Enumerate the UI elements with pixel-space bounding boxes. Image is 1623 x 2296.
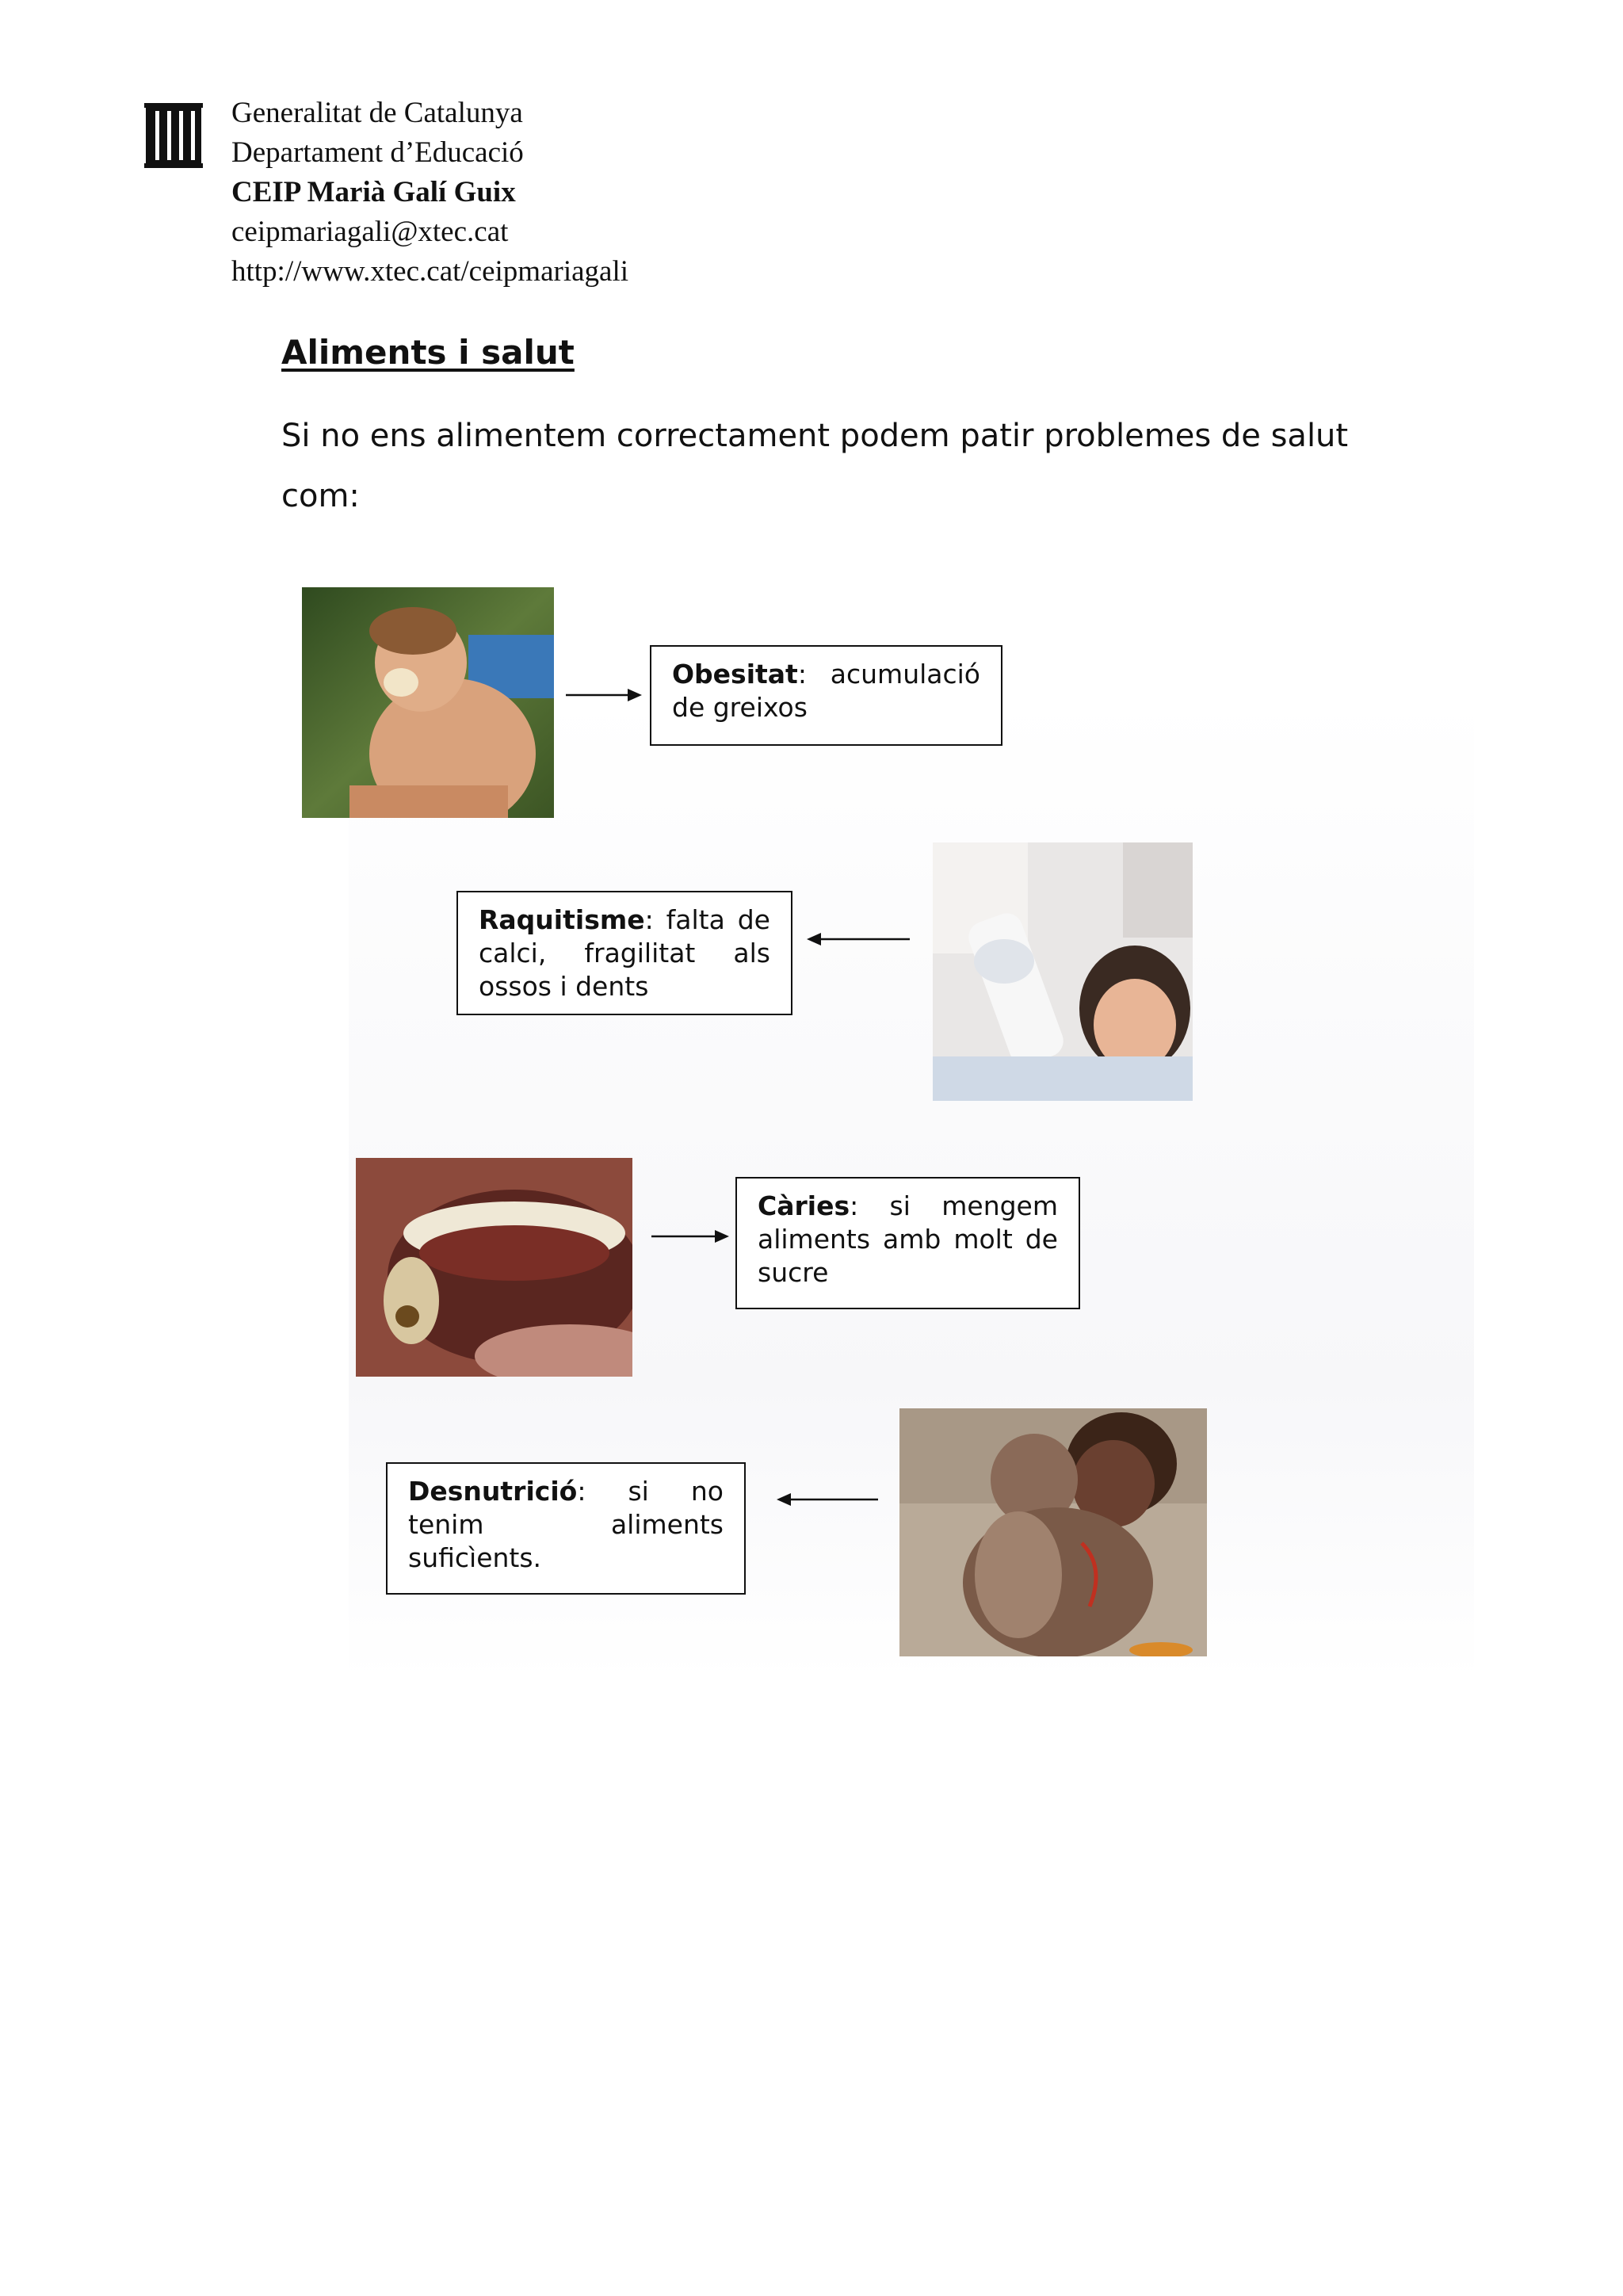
school-name: CEIP Marià Galí Guix: [231, 176, 516, 208]
child-eating-ice-cream-photo: [302, 587, 554, 818]
term: Raquitisme: [479, 904, 645, 935]
definition-box-caries: [735, 1177, 1080, 1309]
term: Obesitat: [672, 659, 798, 690]
intro-text: Si no ens alimentem correctament podem patir problemes de salut com:: [281, 418, 1349, 514]
definition-box-desnutricio: [386, 1462, 746, 1595]
arrow-right-icon: [564, 686, 643, 705]
child-arm-cast-photo: [933, 842, 1193, 1101]
definition-box-obesitat: [650, 645, 1002, 746]
school-email[interactable]: ceipmariagali@xtec.cat: [231, 216, 509, 248]
arrow-left-icon: [805, 930, 911, 949]
generalitat-logo-icon: [144, 103, 203, 168]
definition: : falta de calci, fragilitat als ossos i dents: [479, 904, 770, 1002]
definition-box-raquitisme: [456, 891, 792, 1015]
term: Desnutrició: [408, 1476, 578, 1507]
header-line: Departament d’Educació: [231, 136, 524, 169]
term: Càries: [758, 1190, 850, 1221]
arrow-right-icon: [650, 1227, 731, 1246]
arrow-left-icon: [775, 1490, 880, 1509]
teeth-cavity-photo: [356, 1158, 632, 1377]
malnourished-children-photo: [899, 1408, 1207, 1656]
school-url[interactable]: http://www.xtec.cat/ceipmariagali: [231, 255, 629, 288]
school-header: [231, 94, 628, 292]
header-line: Generalitat de Catalunya: [231, 97, 523, 129]
page-title: Aliments i salut: [281, 333, 575, 372]
definition: : si mengem aliments amb molt de sucre: [758, 1190, 1058, 1288]
definition: : acumulació de greixos: [672, 659, 980, 723]
definition: : si no tenim aliments suficìents.: [408, 1476, 724, 1573]
